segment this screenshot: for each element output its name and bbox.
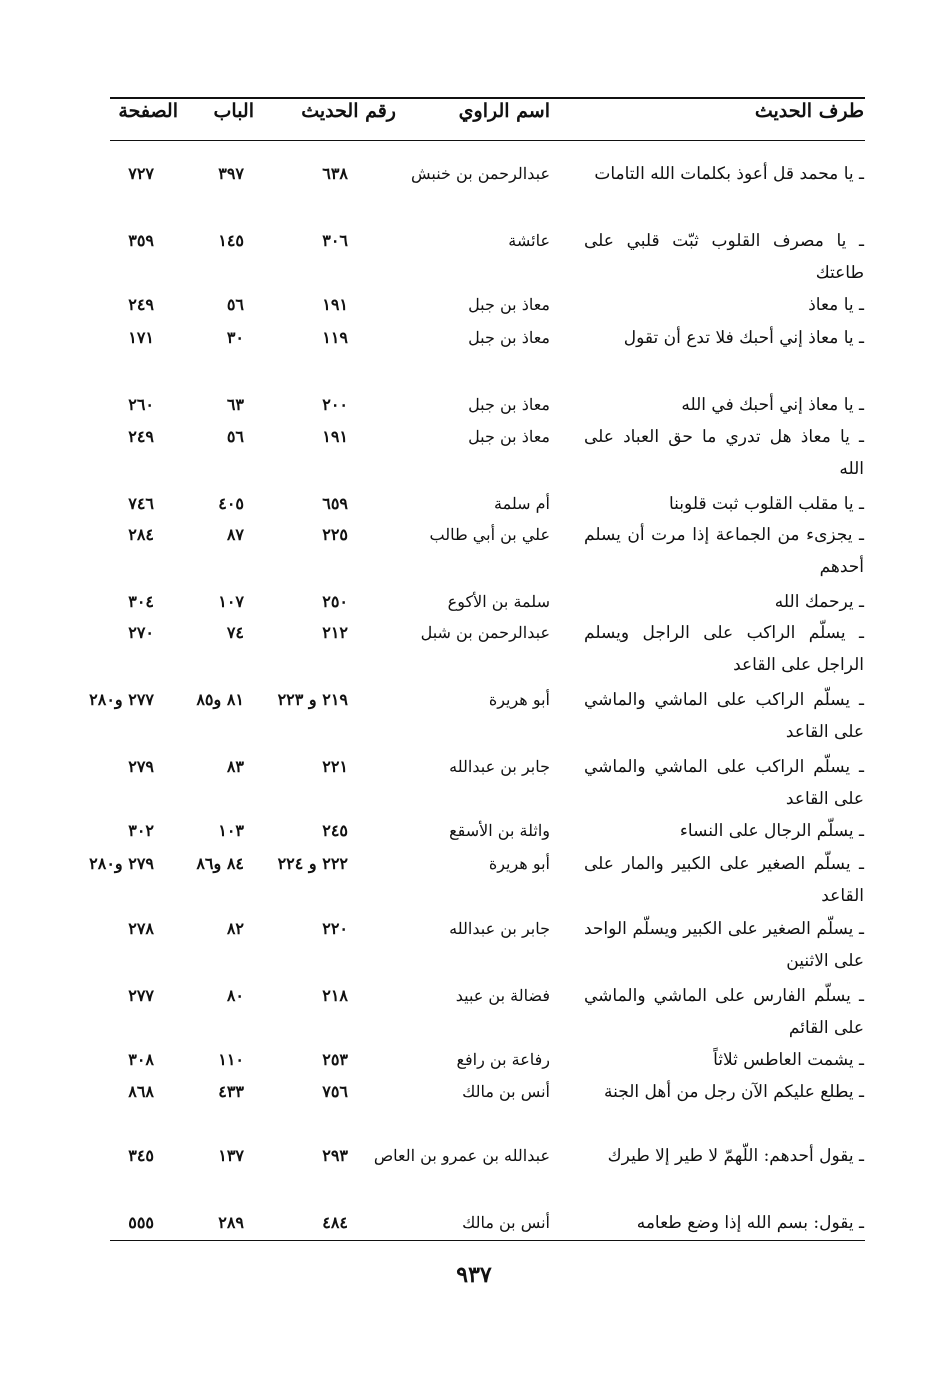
hadith-text: ـ يجزىء من الجماعة إذا مرت أن يسلم أحدهم xyxy=(584,525,864,577)
narrator-name: أبو هريرة xyxy=(488,690,550,709)
page-reference: ٨٦٨ xyxy=(128,1082,154,1101)
narrator-name: واثلة بن الأسقع xyxy=(449,821,550,840)
narrator-name: عبدالرحمن بن خنبش xyxy=(411,164,550,183)
hadith-number: ٢٢٥ xyxy=(322,525,348,544)
hadith-number: ١٩١ xyxy=(322,295,348,314)
chapter-number: ١٠٣ xyxy=(218,821,244,840)
column-header-hadith-number: رقم الحديث xyxy=(301,100,396,122)
page-reference: ٣٤٥ xyxy=(128,1146,154,1165)
chapter-number: ١٣٧ xyxy=(218,1146,244,1165)
hadith-text: ـ يا محمد قل أعوذ بكلمات الله التامات xyxy=(594,164,864,184)
narrator-name: أنس بن مالك xyxy=(462,1082,550,1101)
footer-rule xyxy=(110,1240,865,1241)
chapter-number: ٦٣ xyxy=(226,395,244,414)
page-reference: ٢٧٩ و٢٨٠ xyxy=(89,854,154,873)
chapter-number: ٣٩٧ xyxy=(218,164,244,183)
hadith-text: ـ يرحمك الله xyxy=(774,592,864,612)
chapter-number: ٨٠ xyxy=(226,986,244,1005)
chapter-number: ١١٠ xyxy=(218,1050,244,1069)
hadith-text: ـ يا معاذ هل تدري ما حق العباد على الله xyxy=(584,427,864,479)
chapter-number: ١٠٧ xyxy=(218,592,244,611)
narrator-name: جابر بن عبدالله xyxy=(449,757,550,776)
narrator-name: أنس بن مالك xyxy=(462,1213,550,1232)
page-reference: ٢٧٨ xyxy=(128,919,154,938)
page-number: ٩٣٧ xyxy=(456,1262,492,1288)
page-reference: ٣٠٢ xyxy=(128,821,154,840)
narrator-name: معاذ بن جبل xyxy=(468,328,550,347)
narrator-name: أم سلمة xyxy=(494,494,550,513)
page-reference: ٢٦٠ xyxy=(128,395,154,414)
page-reference: ٢٧٧ و٢٨٠ xyxy=(89,690,154,709)
chapter-number: ٨٣ xyxy=(226,757,244,776)
hadith-text: ـ يسلّم الراكب على الماشي والماشي على القاعد xyxy=(584,757,864,809)
page-reference: ٢٧٠ xyxy=(128,623,154,642)
hadith-number: ١٩١ xyxy=(322,427,348,446)
hadith-number: ٢١٨ xyxy=(322,986,348,1005)
hadith-number: ٢٠٠ xyxy=(322,395,348,414)
hadith-text: ـ يسلّم الصغير على الكبير والمار على القاعد xyxy=(584,854,864,906)
column-header-chapter: الباب xyxy=(213,100,254,122)
hadith-text: ـ يقول: بسم الله إذا وضع طعامه xyxy=(636,1213,864,1233)
page-reference: ٣٥٩ xyxy=(128,231,154,250)
page-reference: ٢٨٤ xyxy=(128,525,154,544)
page-reference: ٢٧٩ xyxy=(128,757,154,776)
page-reference: ٢٤٩ xyxy=(128,295,154,314)
hadith-number: ٧٥٦ xyxy=(322,1082,348,1101)
hadith-number: ٤٨٤ xyxy=(322,1213,348,1232)
hadith-number: ٦٥٩ xyxy=(322,494,348,513)
hadith-text: ـ يشمت العاطس ثلاثاً xyxy=(713,1050,864,1070)
hadith-number: ٢٥٠ xyxy=(322,592,348,611)
column-header-hadith-text: طرف الحديث xyxy=(754,100,864,122)
hadith-text: ـ يقول أحدهم: اللّهمّ لا طير إلا طيرك xyxy=(607,1146,864,1166)
narrator-name: معاذ بن جبل xyxy=(468,295,550,314)
narrator-name: جابر بن عبدالله xyxy=(449,919,550,938)
hadith-text: ـ يا معاذ xyxy=(808,295,864,315)
narrator-name: عبدالرحمن بن شبل xyxy=(420,623,550,642)
narrator-name: عبدالله بن عمرو بن العاص xyxy=(373,1146,550,1165)
narrator-name: فضالة بن عبيد xyxy=(455,986,550,1005)
hadith-text: ـ يطلع عليكم الآن رجل من أهل الجنة xyxy=(604,1082,864,1102)
chapter-number: ٤٣٣ xyxy=(218,1082,244,1101)
hadith-number: ٣٠٦ xyxy=(322,231,348,250)
chapter-number: ١٤٥ xyxy=(218,231,244,250)
hadith-text: ـ يسلّم الرجال على النساء xyxy=(679,821,864,841)
page-reference: ١٧١ xyxy=(128,328,154,347)
hadith-number: ٢٢٢ و ٢٢٤ xyxy=(277,854,348,873)
hadith-number: ٢١٢ xyxy=(322,623,348,642)
hadith-text: ـ يسلّم الفارس على الماشي والماشي على القائم xyxy=(584,986,864,1038)
hadith-number: ٢٢٠ xyxy=(322,919,348,938)
hadith-number: ٦٣٨ xyxy=(322,164,348,183)
hadith-text: ـ يا معاذ إني أحبك فلا تدع أن تقول xyxy=(623,328,864,348)
column-header-page: الصفحة xyxy=(118,100,178,122)
narrator-name: معاذ بن جبل xyxy=(468,427,550,446)
narrator-name: معاذ بن جبل xyxy=(468,395,550,414)
page-reference: ٢٤٩ xyxy=(128,427,154,446)
page-reference: ٣٠٨ xyxy=(128,1050,154,1069)
hadith-number: ١١٩ xyxy=(322,328,348,347)
hadith-text: ـ يا مصرف القلوب ثبّت قلبي على طاعتك xyxy=(584,231,864,283)
hadith-number: ٢٢١ xyxy=(322,757,348,776)
chapter-number: ٧٤ xyxy=(226,623,244,642)
chapter-number: ٥٦ xyxy=(226,295,244,314)
column-header-narrator: اسم الراوي xyxy=(458,100,550,122)
hadith-number: ٢١٩ و ٢٢٣ xyxy=(277,690,348,709)
hadith-text: ـ يسلّم الراكب على الماشي والماشي على القاعد xyxy=(584,690,864,742)
narrator-name: سلمة بن الأكوع xyxy=(447,592,550,611)
chapter-number: ٥٦ xyxy=(226,427,244,446)
chapter-number: ٣٠ xyxy=(226,328,244,347)
chapter-number: ٨١ و٨٥ xyxy=(196,690,244,709)
hadith-number: ٢٥٣ xyxy=(322,1050,348,1069)
hadith-text: ـ يا مقلب القلوب ثبت قلوبنا xyxy=(669,494,864,514)
narrator-name: رفاعة بن رافع xyxy=(456,1050,550,1069)
page-reference: ٧٤٦ xyxy=(128,494,154,513)
hadith-text: ـ يسلّم الراكب على الراجل ويسلم الراجل على القاعد xyxy=(584,623,864,675)
hadith-number: ٢٩٣ xyxy=(322,1146,348,1165)
page-reference: ٧٢٧ xyxy=(128,164,154,183)
hadith-number: ٢٤٥ xyxy=(322,821,348,840)
chapter-number: ٨٧ xyxy=(226,525,244,544)
narrator-name: أبو هريرة xyxy=(488,854,550,873)
hadith-text: ـ يسلّم الصغير على الكبير ويسلّم الواحد على الاثنين xyxy=(584,919,864,971)
hadith-text: ـ يا معاذ إني أحبك في الله xyxy=(681,395,864,415)
page-reference: ٥٥٥ xyxy=(128,1213,154,1232)
page-reference: ٢٧٧ xyxy=(128,986,154,1005)
narrator-name: عائشة xyxy=(508,231,550,250)
chapter-number: ٤٠٥ xyxy=(218,494,244,513)
narrator-name: علي بن أبي طالب xyxy=(429,525,550,544)
chapter-number: ٨٢ xyxy=(226,919,244,938)
chapter-number: ٢٨٩ xyxy=(218,1213,244,1232)
chapter-number: ٨٤ و٨٦ xyxy=(196,854,244,873)
page-reference: ٣٠٤ xyxy=(128,592,154,611)
